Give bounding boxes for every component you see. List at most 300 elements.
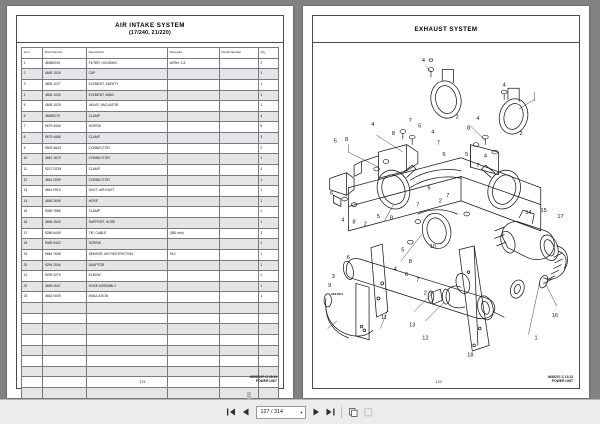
page-title: EXHAUST SYSTEM xyxy=(414,25,478,33)
cell-qty: 1 xyxy=(258,260,278,271)
svg-text:5: 5 xyxy=(376,213,381,220)
cell-item: 11 xyxy=(22,164,43,175)
cell-empty xyxy=(219,334,258,345)
cell-remarks xyxy=(168,69,220,80)
svg-text:2: 2 xyxy=(438,198,442,205)
svg-text:4: 4 xyxy=(483,153,487,160)
svg-text:2: 2 xyxy=(363,221,367,228)
cell-desc: INSULATION xyxy=(86,292,167,303)
table-row xyxy=(22,186,279,197)
cell-qty: 1 xyxy=(258,101,278,112)
document-id-line: 4698200?-C 11/13 xyxy=(249,374,277,379)
cell-part: 4659 2647 xyxy=(43,281,87,292)
cell-serial xyxy=(219,218,258,229)
page-left[interactable] xyxy=(7,6,293,398)
svg-text:6: 6 xyxy=(427,185,431,192)
table-row-empty xyxy=(22,313,279,324)
svg-text:7: 7 xyxy=(446,193,450,200)
cell-qty: 2 xyxy=(258,143,278,154)
chevron-down-icon[interactable]: ▼ xyxy=(299,409,304,415)
cell-remarks xyxy=(168,79,220,90)
svg-text:13: 13 xyxy=(409,322,416,329)
svg-text:8: 8 xyxy=(408,258,412,265)
cell-empty xyxy=(43,324,87,335)
table-row xyxy=(22,228,279,239)
cell-part: 9679 4468 xyxy=(43,133,87,144)
select-glyph xyxy=(364,408,373,417)
cell-serial xyxy=(219,90,258,101)
column-header-serial: Serial Number xyxy=(219,48,258,59)
table-header-row xyxy=(22,48,279,59)
cell-qty: 4 xyxy=(258,164,278,175)
cell-remarks xyxy=(168,122,220,133)
last-page-glyph xyxy=(326,408,335,416)
cell-part: 4655 1027 xyxy=(43,79,87,90)
parts-table-wrap xyxy=(21,47,279,366)
detail-annotation: SEE DET. xyxy=(331,292,344,296)
cell-qty: 1 xyxy=(258,271,278,282)
cell-part: 9684 7608 xyxy=(43,249,87,260)
cell-qty: 1 xyxy=(258,249,278,260)
cell-empty xyxy=(86,356,167,367)
scrollbar-thumb[interactable] xyxy=(247,392,251,399)
cell-empty xyxy=(168,303,220,314)
cell-qty: 1 xyxy=(258,186,278,197)
page-number: 122 xyxy=(435,380,442,384)
cell-desc: FILTER, HOUSING xyxy=(86,58,167,69)
cell-item: 17 xyxy=(22,228,43,239)
cell-empty xyxy=(219,324,258,335)
next-page-icon[interactable] xyxy=(311,406,322,418)
cell-desc: ADAPTOR xyxy=(86,260,167,271)
cell-empty xyxy=(22,313,43,324)
svg-text:8: 8 xyxy=(466,125,471,132)
table-row xyxy=(22,133,279,144)
cell-serial xyxy=(219,101,258,112)
svg-text:2: 2 xyxy=(423,290,427,297)
cell-item: 16 xyxy=(22,218,43,229)
cell-empty xyxy=(86,324,167,335)
svg-text:2: 2 xyxy=(519,131,523,138)
cell-part: 4662 0009 xyxy=(43,292,87,303)
cell-qty: 1 xyxy=(258,239,278,250)
page-right-title-block xyxy=(313,16,579,43)
cell-empty xyxy=(219,356,258,367)
cell-qty: 1 xyxy=(258,175,278,186)
column-header-desc: Description xyxy=(86,48,167,59)
parts-table-body xyxy=(22,58,279,398)
svg-text:6: 6 xyxy=(442,151,446,158)
cell-serial xyxy=(219,164,258,175)
table-row xyxy=(22,154,279,165)
svg-text:5: 5 xyxy=(418,123,422,130)
svg-text:9: 9 xyxy=(328,283,332,290)
svg-text:16: 16 xyxy=(551,313,558,320)
parts-table xyxy=(21,47,279,399)
table-row-empty xyxy=(22,324,279,335)
cell-serial xyxy=(219,239,258,250)
cell-qty: 1 xyxy=(258,218,278,229)
cell-item: 23 xyxy=(22,292,43,303)
cell-empty xyxy=(258,313,278,324)
svg-text:6: 6 xyxy=(405,271,409,278)
cell-remarks xyxy=(168,164,220,175)
cell-serial xyxy=(219,249,258,260)
svg-text:15: 15 xyxy=(540,208,547,215)
svg-text:7: 7 xyxy=(476,163,480,170)
cell-item: 7 xyxy=(22,122,43,133)
cell-empty xyxy=(219,313,258,324)
page-number: 121 xyxy=(139,380,146,384)
table-row xyxy=(22,69,279,80)
svg-text:7: 7 xyxy=(416,202,420,209)
svg-text:6: 6 xyxy=(346,255,350,262)
cell-remarks xyxy=(168,143,220,154)
table-row xyxy=(22,249,279,260)
cell-item: 22 xyxy=(22,281,43,292)
table-row xyxy=(22,79,279,90)
cell-empty xyxy=(43,345,87,356)
cell-empty xyxy=(22,334,43,345)
svg-text:7: 7 xyxy=(408,118,412,125)
cell-remarks xyxy=(168,186,220,197)
cell-empty xyxy=(86,345,167,356)
cell-empty xyxy=(258,334,278,345)
cell-serial xyxy=(219,154,258,165)
page-right-border xyxy=(312,15,580,389)
cell-desc: HOSE ASSEMBLY xyxy=(86,281,167,292)
cell-serial xyxy=(219,122,258,133)
cell-part: 9294 2506 xyxy=(43,260,87,271)
document-id xyxy=(250,375,277,384)
cell-remarks xyxy=(168,111,220,122)
cell-remarks xyxy=(168,196,220,207)
cell-item: 21 xyxy=(22,271,43,282)
column-header-qty: Qty xyxy=(258,48,278,59)
svg-text:8: 8 xyxy=(344,136,349,143)
cell-qty: 1 xyxy=(258,69,278,80)
cell-empty xyxy=(168,388,220,399)
table-row xyxy=(22,271,279,282)
last-page-icon[interactable] xyxy=(325,406,336,418)
svg-text:8: 8 xyxy=(391,131,396,138)
svg-text:5: 5 xyxy=(333,138,337,145)
cell-desc: CLAMP xyxy=(86,133,167,144)
cell-desc: CONNECTOR xyxy=(86,143,167,154)
cell-qty: 1 xyxy=(258,90,278,101)
cell-desc: CLAMP xyxy=(86,164,167,175)
copy-icon[interactable] xyxy=(347,406,359,418)
cell-item: 3 xyxy=(22,79,43,90)
cell-qty: 1 xyxy=(258,281,278,292)
table-row xyxy=(22,58,279,69)
svg-text:18: 18 xyxy=(467,352,474,359)
cell-empty xyxy=(258,303,278,314)
svg-text:4: 4 xyxy=(431,129,435,136)
cell-empty xyxy=(22,388,43,399)
cell-item: 4 xyxy=(22,90,43,101)
table-row xyxy=(22,164,279,175)
cell-empty xyxy=(43,356,87,367)
cell-item: 10 xyxy=(22,154,43,165)
table-row xyxy=(22,281,279,292)
table-row xyxy=(22,101,279,112)
cell-part: 4661 0919 xyxy=(43,186,87,197)
cell-part: 9679 4406 xyxy=(43,122,87,133)
svg-text:17: 17 xyxy=(557,213,564,220)
svg-text:7: 7 xyxy=(416,277,420,284)
cell-empty xyxy=(43,334,87,345)
svg-text:12: 12 xyxy=(422,335,429,342)
cell-item: 20 xyxy=(22,260,43,271)
cell-part: 9227 S235 xyxy=(43,164,87,175)
cell-desc: SENSOR, AIR RESTRICTION xyxy=(86,249,167,260)
cell-desc: ELEMENT, SAFETY xyxy=(86,79,167,90)
cell-serial xyxy=(219,281,258,292)
cell-empty xyxy=(22,324,43,335)
table-row-empty xyxy=(22,356,279,367)
cell-serial xyxy=(219,207,258,218)
page-left-footer xyxy=(21,368,279,386)
cell-part: 9299 4279 xyxy=(43,271,87,282)
cell-qty: 1 xyxy=(258,154,278,165)
cell-remarks xyxy=(168,239,220,250)
cell-remarks xyxy=(168,207,220,218)
table-row xyxy=(22,292,279,303)
cell-item: 5 xyxy=(22,101,43,112)
cell-item: 2 xyxy=(22,69,43,80)
document-name-line: POWER UNIT xyxy=(255,379,277,384)
cell-remarks xyxy=(168,90,220,101)
svg-text:4: 4 xyxy=(476,116,480,123)
cell-serial xyxy=(219,196,258,207)
cell-qty: 1 xyxy=(258,207,278,218)
cell-item: 13 xyxy=(22,186,43,197)
page-title: AIR INTAKE SYSTEM xyxy=(115,22,185,29)
svg-text:4: 4 xyxy=(371,121,375,128)
cell-desc: CONNECTOR xyxy=(86,175,167,186)
table-row xyxy=(22,122,279,133)
cell-desc: VALVE, VACUATOR xyxy=(86,101,167,112)
previous-page-icon[interactable] xyxy=(240,406,251,418)
table-row-empty xyxy=(22,303,279,314)
svg-text:4: 4 xyxy=(341,217,345,224)
cell-serial xyxy=(219,143,258,154)
next-page-glyph xyxy=(313,408,320,416)
cell-empty xyxy=(168,345,220,356)
cell-empty xyxy=(43,313,87,324)
svg-text:3: 3 xyxy=(331,273,335,280)
page-indicator: 127 / 314 xyxy=(260,409,283,415)
table-row xyxy=(22,111,279,122)
cell-serial xyxy=(219,292,258,303)
cell-item: 9 xyxy=(22,143,43,154)
column-header-remarks: Remarks xyxy=(168,48,220,59)
cell-qty: 1 xyxy=(258,79,278,90)
page-number-input[interactable] xyxy=(256,406,307,419)
cell-desc: SUPPORT, HOSE xyxy=(86,218,167,229)
cell-part: 4655 1026 xyxy=(43,90,87,101)
cell-empty xyxy=(258,345,278,356)
svg-text:6: 6 xyxy=(329,191,334,198)
table-row xyxy=(22,260,279,271)
svg-text:4: 4 xyxy=(421,58,426,65)
cell-remarks xyxy=(168,101,220,112)
table-row xyxy=(22,218,279,229)
cell-desc: SCREW xyxy=(86,239,167,250)
column-header-item: Item xyxy=(22,48,43,59)
copy-glyph xyxy=(349,408,358,417)
table-row xyxy=(22,143,279,154)
cell-serial xyxy=(219,175,258,186)
cell-remarks xyxy=(168,260,220,271)
svg-text:14: 14 xyxy=(525,210,532,217)
svg-text:10: 10 xyxy=(429,243,436,250)
cell-serial xyxy=(219,271,258,282)
document-id xyxy=(548,375,573,384)
cell-remarks: (350 mm) xyxy=(168,228,220,239)
table-row xyxy=(22,90,279,101)
cell-remarks xyxy=(168,218,220,229)
table-row-empty xyxy=(22,345,279,356)
cell-empty xyxy=(43,388,87,399)
cell-qty: 8 xyxy=(258,122,278,133)
cell-desc: SCREW xyxy=(86,122,167,133)
cell-qty: 3 xyxy=(258,228,278,239)
cell-empty xyxy=(22,303,43,314)
toolbar-divider xyxy=(341,407,342,418)
cell-empty xyxy=(258,388,278,399)
cell-desc: TIE, CABLE xyxy=(86,228,167,239)
page-left-title-block xyxy=(17,16,283,43)
cell-serial xyxy=(219,228,258,239)
page-left-border xyxy=(16,15,284,389)
cell-desc: CLAMP xyxy=(86,111,167,122)
cell-part: 9509 5A40 xyxy=(43,143,87,154)
cell-remarks xyxy=(168,133,220,144)
cell-remarks xyxy=(168,175,220,186)
cell-desc: DUCT, AIR INLET xyxy=(86,186,167,197)
exhaust-system-diagram xyxy=(317,47,575,366)
svg-text:2: 2 xyxy=(455,114,459,121)
cell-desc: CONNECTOR xyxy=(86,154,167,165)
cell-part: 4655 1028 xyxy=(43,69,87,80)
cell-serial xyxy=(219,133,258,144)
document-name-line: POWER UNIT xyxy=(551,379,573,384)
cell-empty xyxy=(168,313,220,324)
document-id-line: 4698207-C 11/13 xyxy=(547,374,573,379)
cell-item: 19 xyxy=(22,249,43,260)
cell-empty xyxy=(22,345,43,356)
cell-empty xyxy=(219,345,258,356)
table-row xyxy=(22,239,279,250)
cell-part: 9069 0402 xyxy=(43,239,87,250)
cell-item: 6 xyxy=(22,111,43,122)
cell-qty: 4 xyxy=(258,111,278,122)
cell-empty xyxy=(168,356,220,367)
cell-item: 12 xyxy=(22,175,43,186)
svg-text:8: 8 xyxy=(352,219,356,226)
cell-desc: HOSE xyxy=(86,196,167,207)
cell-item: 8 xyxy=(22,133,43,144)
cell-empty xyxy=(168,324,220,335)
svg-text:5: 5 xyxy=(401,247,405,254)
cell-part: 4661 0099 xyxy=(43,175,87,186)
cell-remarks xyxy=(168,281,220,292)
cell-qty: 2 xyxy=(258,58,278,69)
cell-serial xyxy=(219,186,258,197)
select-tool-icon[interactable] xyxy=(362,406,374,418)
table-row-empty xyxy=(22,334,279,345)
svg-text:4: 4 xyxy=(502,82,506,89)
cell-item: 14 xyxy=(22,196,43,207)
cell-empty xyxy=(219,303,258,314)
cell-remarks: S10 xyxy=(168,249,220,260)
page-right[interactable] xyxy=(303,6,589,398)
viewer-toolbar[interactable] xyxy=(0,399,600,424)
cell-serial xyxy=(219,79,258,90)
cell-empty xyxy=(168,334,220,345)
first-page-icon[interactable] xyxy=(226,406,237,418)
table-row xyxy=(22,196,279,207)
first-page-glyph xyxy=(227,408,236,416)
svg-text:1: 1 xyxy=(534,335,538,342)
cell-qty: 1 xyxy=(258,196,278,207)
cell-qty: 1 xyxy=(258,292,278,303)
cell-empty xyxy=(86,313,167,324)
cell-empty xyxy=(43,303,87,314)
cell-remarks xyxy=(168,154,220,165)
cell-serial xyxy=(219,69,258,80)
cell-serial xyxy=(219,111,258,122)
cell-item: 18 xyxy=(22,239,43,250)
cell-serial xyxy=(219,58,258,69)
page-subtitle: (17/240, 21/220) xyxy=(128,30,172,36)
cell-empty xyxy=(219,388,258,399)
table-row xyxy=(22,175,279,186)
column-header-part: Part Number xyxy=(43,48,87,59)
cell-part: 4659S079 xyxy=(43,111,87,122)
exhaust-diagram-svg xyxy=(317,47,575,366)
cell-part: 4655 1029 xyxy=(43,101,87,112)
cell-part: 4655 2699 xyxy=(43,196,87,207)
svg-text:11: 11 xyxy=(381,315,387,322)
table-row xyxy=(22,207,279,218)
cell-part: 9089 7866 xyxy=(43,207,87,218)
cell-empty xyxy=(258,324,278,335)
cell-remarks xyxy=(168,292,220,303)
svg-text:7: 7 xyxy=(436,140,441,147)
cell-remarks: W/Ref. 2-5 xyxy=(168,58,220,69)
svg-text:4: 4 xyxy=(393,266,397,273)
cell-qty: 3 xyxy=(258,133,278,144)
cell-serial xyxy=(219,260,258,271)
cell-part: 9286 6449 xyxy=(43,228,87,239)
cell-remarks xyxy=(168,271,220,282)
cell-part: 4661 1679 xyxy=(43,154,87,165)
cell-empty xyxy=(22,356,43,367)
cell-empty xyxy=(86,303,167,314)
svg-text:8: 8 xyxy=(390,215,394,222)
cell-empty xyxy=(86,334,167,345)
cell-desc: CAP xyxy=(86,69,167,80)
cell-part: 4656 1549 xyxy=(43,218,87,229)
cell-part: 4698S019 xyxy=(43,58,87,69)
cell-empty xyxy=(86,388,167,399)
cell-item: 15 xyxy=(22,207,43,218)
page-right-footer xyxy=(317,368,575,386)
cell-item: 1 xyxy=(22,58,43,69)
